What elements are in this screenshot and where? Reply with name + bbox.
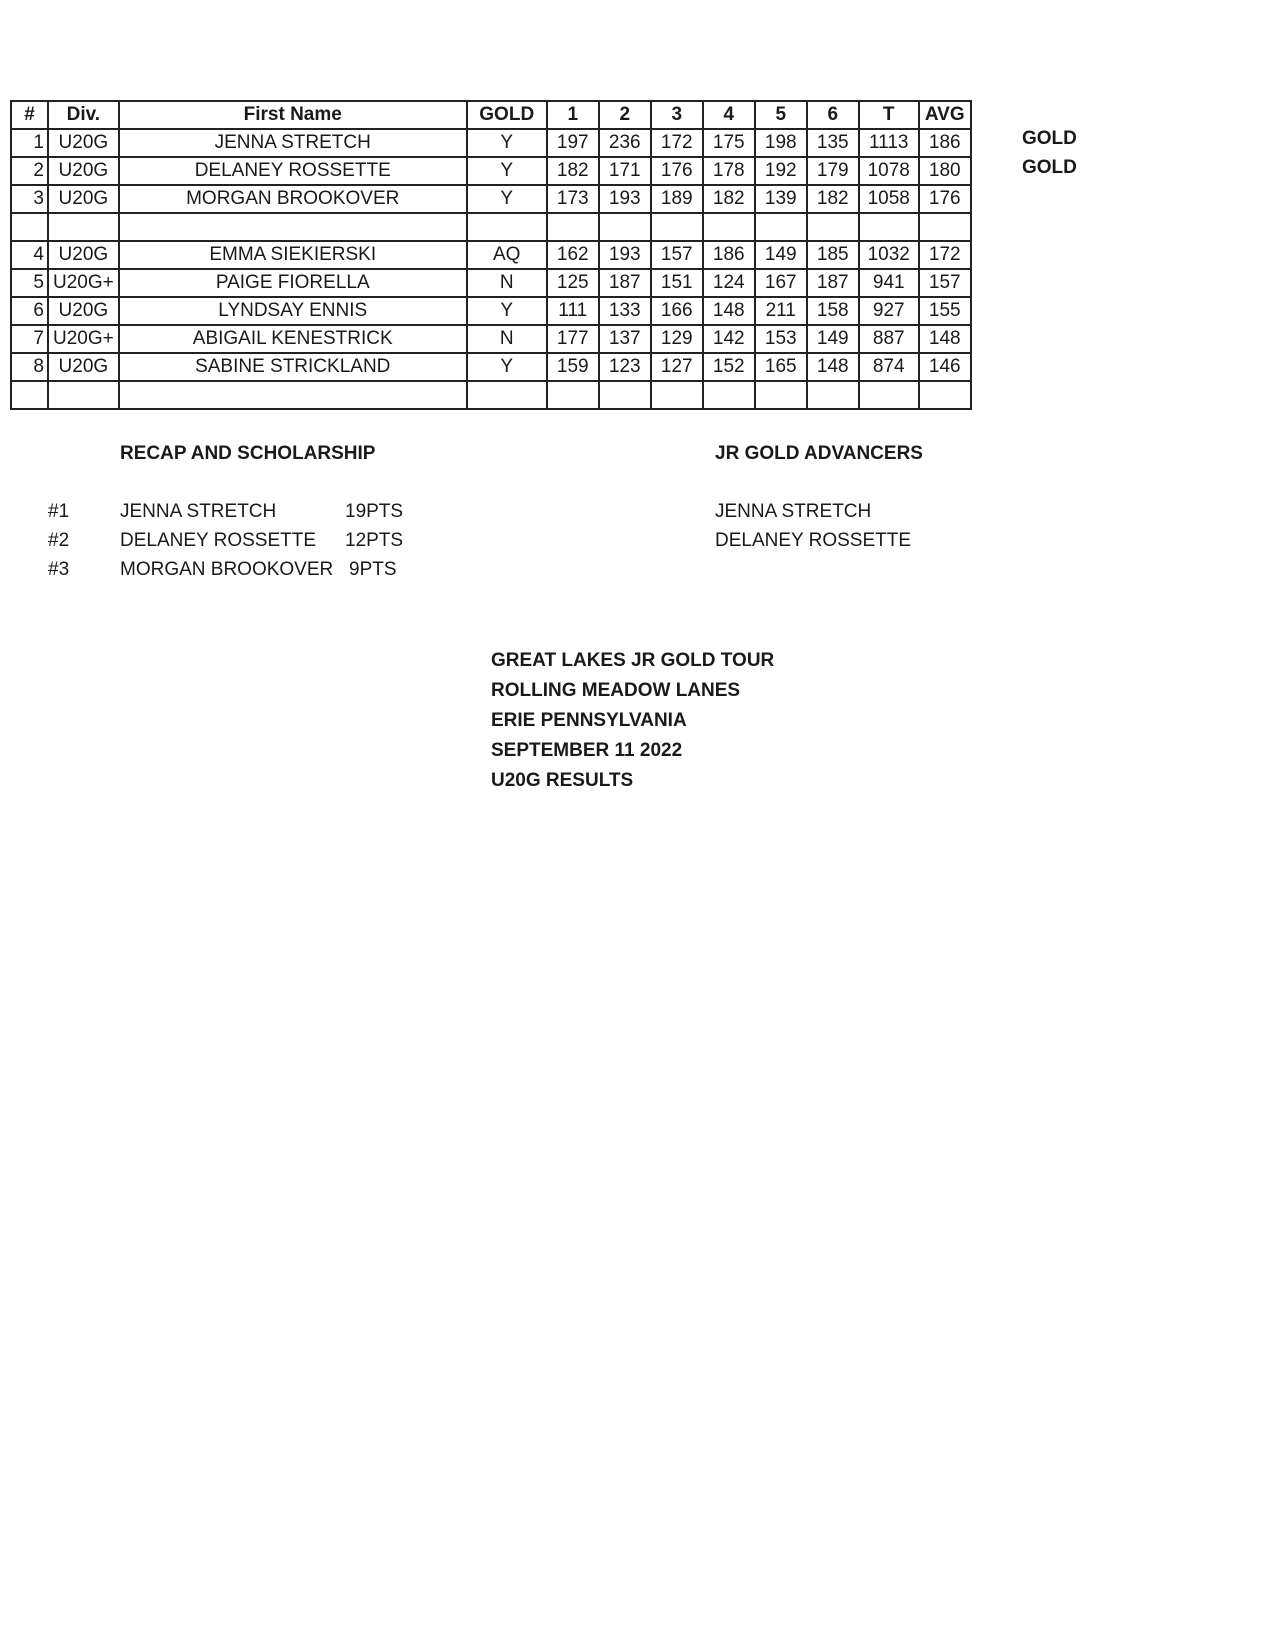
advancer-name-2: DELANEY ROSSETTE xyxy=(715,530,912,551)
recap-name-1: JENNA STRETCH xyxy=(120,501,277,522)
cell-game-1: 159 xyxy=(547,353,599,381)
cell-first-name: SABINE STRICKLAND xyxy=(119,353,467,381)
cell-game-1: 173 xyxy=(547,185,599,213)
cell-div: U20G xyxy=(48,297,119,325)
cell-rank: 5 xyxy=(11,269,48,297)
col-header-gold: GOLD xyxy=(467,101,547,129)
recap-points-2: 12PTS xyxy=(345,530,404,551)
cell-div: U20G xyxy=(48,157,119,185)
cell-game-1: 162 xyxy=(547,241,599,269)
cell-game-1 xyxy=(547,381,599,409)
cell-rank: 4 xyxy=(11,241,48,269)
cell-rank: 6 xyxy=(11,297,48,325)
event-location: ERIE PENNSYLVANIA xyxy=(491,710,687,731)
cell-gold: Y xyxy=(467,129,547,157)
cell-game-5: 149 xyxy=(755,241,807,269)
event-division: U20G RESULTS xyxy=(491,770,634,791)
cell-gold: Y xyxy=(467,157,547,185)
cell-game-5 xyxy=(755,381,807,409)
table-row xyxy=(11,325,971,353)
col-header-game-2: 2 xyxy=(599,101,651,129)
cell-game-4: 178 xyxy=(703,157,755,185)
cell-game-2 xyxy=(599,381,651,409)
cell-game-6: 185 xyxy=(807,241,859,269)
cell-game-1 xyxy=(547,213,599,241)
cell-game-3 xyxy=(651,213,703,241)
cell-div: U20G xyxy=(48,353,119,381)
cell-avg: 155 xyxy=(919,297,971,325)
cell-total: 887 xyxy=(859,325,919,353)
cell-game-2: 187 xyxy=(599,269,651,297)
cell-game-3: 129 xyxy=(651,325,703,353)
cell-div xyxy=(48,381,119,409)
cell-game-4 xyxy=(703,381,755,409)
cell-game-1: 197 xyxy=(547,129,599,157)
cell-game-3: 166 xyxy=(651,297,703,325)
cell-game-6: 148 xyxy=(807,353,859,381)
cell-gold: N xyxy=(467,325,547,353)
recap-rank-2: #2 xyxy=(48,530,70,551)
cell-game-5: 165 xyxy=(755,353,807,381)
cell-first-name xyxy=(119,381,467,409)
gold-flag-row-1: GOLD xyxy=(1022,128,1077,149)
cell-gold: N xyxy=(467,269,547,297)
cell-total: 941 xyxy=(859,269,919,297)
cell-gold: Y xyxy=(467,185,547,213)
cell-game-2 xyxy=(599,213,651,241)
results-body xyxy=(11,129,971,409)
cell-first-name: JENNA STRETCH xyxy=(119,129,467,157)
cell-div xyxy=(48,213,119,241)
cell-game-4: 148 xyxy=(703,297,755,325)
recap-title: RECAP AND SCHOLARSHIP xyxy=(120,443,376,464)
cell-first-name: EMMA SIEKIERSKI xyxy=(119,241,467,269)
cell-game-4: 142 xyxy=(703,325,755,353)
cell-total: 1058 xyxy=(859,185,919,213)
col-header-game-3: 3 xyxy=(651,101,703,129)
cell-rank: 1 xyxy=(11,129,48,157)
cell-game-4: 175 xyxy=(703,129,755,157)
event-date: SEPTEMBER 11 2022 xyxy=(491,740,683,761)
cell-total: 1032 xyxy=(859,241,919,269)
cell-div: U20G+ xyxy=(48,325,119,353)
col-header-avg: AVG xyxy=(919,101,971,129)
cell-game-3: 172 xyxy=(651,129,703,157)
cell-avg: 157 xyxy=(919,269,971,297)
cell-first-name: ABIGAIL KENESTRICK xyxy=(119,325,467,353)
cell-total xyxy=(859,381,919,409)
cell-game-3: 127 xyxy=(651,353,703,381)
cell-avg: 172 xyxy=(919,241,971,269)
table-row xyxy=(11,297,971,325)
cell-game-3 xyxy=(651,381,703,409)
cell-game-5 xyxy=(755,213,807,241)
cell-total xyxy=(859,213,919,241)
recap-name-3: MORGAN BROOKOVER xyxy=(120,559,334,580)
cell-rank: 7 xyxy=(11,325,48,353)
cell-game-5: 192 xyxy=(755,157,807,185)
cell-total: 1113 xyxy=(859,129,919,157)
table-row xyxy=(11,381,971,409)
cell-first-name xyxy=(119,213,467,241)
cell-first-name: DELANEY ROSSETTE xyxy=(119,157,467,185)
gold-flag-row-2: GOLD xyxy=(1022,157,1077,178)
table-row xyxy=(11,129,971,157)
header-row xyxy=(11,101,971,129)
table-row xyxy=(11,185,971,213)
cell-avg xyxy=(919,213,971,241)
advancer-name-1: JENNA STRETCH xyxy=(715,501,872,522)
cell-div: U20G xyxy=(48,129,119,157)
cell-game-1: 125 xyxy=(547,269,599,297)
table-row xyxy=(11,213,971,241)
col-header-total: T xyxy=(859,101,919,129)
recap-points-3: 9PTS xyxy=(349,559,397,580)
cell-rank xyxy=(11,381,48,409)
cell-total: 927 xyxy=(859,297,919,325)
col-header-first-name: First Name xyxy=(119,101,467,129)
advancers-title: JR GOLD ADVANCERS xyxy=(715,443,923,464)
col-header-game-4: 4 xyxy=(703,101,755,129)
cell-first-name: PAIGE FIORELLA xyxy=(119,269,467,297)
col-header-game-6: 6 xyxy=(807,101,859,129)
cell-game-6: 187 xyxy=(807,269,859,297)
cell-game-2: 193 xyxy=(599,185,651,213)
cell-game-2: 236 xyxy=(599,129,651,157)
cell-game-2: 171 xyxy=(599,157,651,185)
cell-game-6: 149 xyxy=(807,325,859,353)
col-header-div: Div. xyxy=(48,101,119,129)
cell-rank: 3 xyxy=(11,185,48,213)
cell-div: U20G+ xyxy=(48,269,119,297)
cell-first-name: MORGAN BROOKOVER xyxy=(119,185,467,213)
cell-rank: 2 xyxy=(11,157,48,185)
cell-game-4: 124 xyxy=(703,269,755,297)
table-row xyxy=(11,353,971,381)
cell-avg: 186 xyxy=(919,129,971,157)
cell-avg: 176 xyxy=(919,185,971,213)
cell-div: U20G xyxy=(48,241,119,269)
cell-game-2: 137 xyxy=(599,325,651,353)
cell-rank xyxy=(11,213,48,241)
cell-game-2: 133 xyxy=(599,297,651,325)
event-info xyxy=(491,646,774,796)
cell-game-6 xyxy=(807,381,859,409)
cell-game-4: 186 xyxy=(703,241,755,269)
cell-first-name: LYNDSAY ENNIS xyxy=(119,297,467,325)
cell-total: 1078 xyxy=(859,157,919,185)
cell-gold xyxy=(467,381,547,409)
cell-game-6: 135 xyxy=(807,129,859,157)
cell-game-5: 198 xyxy=(755,129,807,157)
cell-game-3: 157 xyxy=(651,241,703,269)
cell-avg xyxy=(919,381,971,409)
col-header-rank: # xyxy=(11,101,48,129)
cell-gold xyxy=(467,213,547,241)
cell-game-6: 179 xyxy=(807,157,859,185)
cell-game-1: 182 xyxy=(547,157,599,185)
cell-avg: 180 xyxy=(919,157,971,185)
cell-rank: 8 xyxy=(11,353,48,381)
recap-name-2: DELANEY ROSSETTE xyxy=(120,530,317,551)
results-table xyxy=(10,100,972,410)
cell-game-6: 182 xyxy=(807,185,859,213)
cell-game-1: 177 xyxy=(547,325,599,353)
event-tour: GREAT LAKES JR GOLD TOUR xyxy=(491,650,775,671)
col-header-game-1: 1 xyxy=(547,101,599,129)
cell-game-1: 111 xyxy=(547,297,599,325)
table-row xyxy=(11,157,971,185)
cell-div: U20G xyxy=(48,185,119,213)
cell-game-2: 123 xyxy=(599,353,651,381)
cell-game-5: 139 xyxy=(755,185,807,213)
cell-gold: AQ xyxy=(467,241,547,269)
table-row xyxy=(11,269,971,297)
cell-game-6: 158 xyxy=(807,297,859,325)
cell-game-6 xyxy=(807,213,859,241)
cell-total: 874 xyxy=(859,353,919,381)
recap-rank-1: #1 xyxy=(48,501,70,522)
cell-gold: Y xyxy=(467,297,547,325)
cell-avg: 146 xyxy=(919,353,971,381)
cell-game-3: 176 xyxy=(651,157,703,185)
cell-game-5: 153 xyxy=(755,325,807,353)
cell-game-4 xyxy=(703,213,755,241)
cell-game-5: 211 xyxy=(755,297,807,325)
cell-avg: 148 xyxy=(919,325,971,353)
cell-game-2: 193 xyxy=(599,241,651,269)
table-row xyxy=(11,241,971,269)
cell-game-5: 167 xyxy=(755,269,807,297)
cell-game-3: 151 xyxy=(651,269,703,297)
cell-game-4: 152 xyxy=(703,353,755,381)
recap-rank-3: #3 xyxy=(48,559,70,580)
cell-gold: Y xyxy=(467,353,547,381)
col-header-game-5: 5 xyxy=(755,101,807,129)
recap-points-1: 19PTS xyxy=(345,501,404,522)
event-venue: ROLLING MEADOW LANES xyxy=(491,680,741,701)
cell-game-3: 189 xyxy=(651,185,703,213)
cell-game-4: 182 xyxy=(703,185,755,213)
